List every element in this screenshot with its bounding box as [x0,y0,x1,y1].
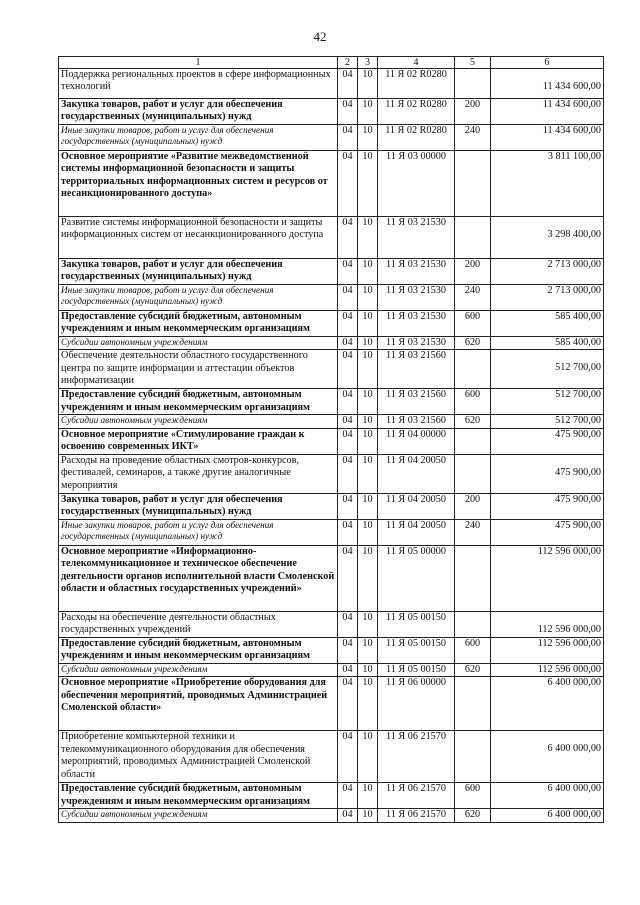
amount-cell: 112 596 000,00 [491,663,604,676]
target-code-cell: 11 Я 03 21530 [378,259,455,285]
subsection-code-cell: 10 [358,151,378,217]
item-name-cell: Основное мероприятие «Развитие межведомственной системы информационной безопасности и защиты территориальных информационных систем и ресурсов от несанкционированного доступа» [59,151,338,217]
section-code-cell: 04 [338,637,358,663]
expense-type-cell: 240 [455,519,491,545]
section-code-cell: 04 [338,783,358,809]
table-row [59,454,604,493]
subsection-code-cell: 10 [358,519,378,545]
budget-table [58,56,604,823]
target-code-cell: 11 Я 05 00150 [378,637,455,663]
expense-type-cell [455,611,491,637]
amount-cell: 585 400,00 [491,311,604,337]
expense-type-cell [455,545,491,611]
target-code-cell: 11 Я 03 21530 [378,337,455,350]
section-code-cell: 04 [338,217,358,259]
target-code-cell: 11 Я 04 20050 [378,519,455,545]
table-row [59,677,604,731]
table-row [59,663,604,676]
amount-cell: 11 434 600,00 [491,125,604,151]
item-name-cell: Субсидии автономным учреждениям [59,663,338,676]
item-name-cell: Основное мероприятие «Информационно-телекоммуникационное и техническое обеспечение деятельности органов исполнительной власти Смоленской области и областных государственных учреждений» [59,545,338,611]
subsection-code-cell: 10 [358,783,378,809]
expense-type-cell: 240 [455,125,491,151]
item-name-cell: Субсидии автономным учреждениям [59,809,338,823]
amount-cell: 475 900,00 [491,519,604,545]
header-cell-1: 1 [59,57,338,69]
table-row [59,611,604,637]
header-row [59,57,604,69]
amount-cell: 3 811 100,00 [491,151,604,217]
table-row [59,350,604,389]
header-cell-3: 3 [358,57,378,69]
item-name-cell: Иные закупки товаров, работ и услуг для обеспечения государственных (муниципальных) нужд [59,519,338,545]
expense-type-cell: 620 [455,337,491,350]
section-code-cell: 04 [338,311,358,337]
header-cell-4: 4 [378,57,455,69]
section-code-cell: 04 [338,809,358,823]
expense-type-cell [455,151,491,217]
amount-cell: 11 434 600,00 [491,99,604,125]
item-name-cell: Предоставление субсидий бюджетным, автономным учреждениям и иным некоммерческим организациям [59,637,338,663]
section-code-cell: 04 [338,454,358,493]
subsection-code-cell: 10 [358,337,378,350]
item-name-cell: Закупка товаров, работ и услуг для обеспечения государственных (муниципальных) нужд [59,493,338,519]
item-name-cell: Обеспечение деятельности областного государственного центра по защите информации и аттестации объектов информатизации [59,350,338,389]
section-code-cell: 04 [338,259,358,285]
item-name-cell: Развитие системы информационной безопасности и защиты информационных систем от несанкционированного доступа [59,217,338,259]
target-code-cell: 11 Я 02 R0280 [378,125,455,151]
amount-cell: 6 400 000,00 [491,783,604,809]
target-code-cell: 11 Я 06 00000 [378,677,455,731]
expense-type-cell: 600 [455,783,491,809]
expense-type-cell [455,350,491,389]
item-name-cell: Предоставление субсидий бюджетным, автономным учреждениям и иным некоммерческим организациям [59,389,338,415]
section-code-cell: 04 [338,545,358,611]
amount-cell: 475 900,00 [491,428,604,454]
expense-type-cell: 200 [455,259,491,285]
table-row [59,69,604,99]
amount-cell: 112 596 000,00 [491,545,604,611]
header-cell-6: 6 [491,57,604,69]
expense-type-cell [455,677,491,731]
table-row [59,125,604,151]
item-name-cell: Расходы на проведение областных смотров-конкурсов, фестивалей, семинаров, а также другие аналогичные мероприятия [59,454,338,493]
amount-cell: 512 700,00 [491,389,604,415]
target-code-cell: 11 Я 02 R0280 [378,99,455,125]
subsection-code-cell: 10 [358,259,378,285]
subsection-code-cell: 10 [358,69,378,99]
expense-type-cell [455,69,491,99]
item-name-cell: Субсидии автономным учреждениям [59,337,338,350]
table-row [59,545,604,611]
target-code-cell: 11 Я 03 21560 [378,415,455,428]
section-code-cell: 04 [338,493,358,519]
section-code-cell: 04 [338,428,358,454]
amount-cell: 512 700,00 [491,415,604,428]
section-code-cell: 04 [338,151,358,217]
target-code-cell: 11 Я 04 20050 [378,493,455,519]
subsection-code-cell: 10 [358,611,378,637]
subsection-code-cell: 10 [358,217,378,259]
subsection-code-cell: 10 [358,493,378,519]
amount-cell: 3 298 400,00 [491,217,604,259]
item-name-cell: Иные закупки товаров, работ и услуг для обеспечения государственных (муниципальных) нужд [59,285,338,311]
section-code-cell: 04 [338,611,358,637]
expense-type-cell: 620 [455,809,491,823]
header-cell-2: 2 [338,57,358,69]
subsection-code-cell: 10 [358,415,378,428]
subsection-code-cell: 10 [358,545,378,611]
target-code-cell: 11 Я 06 21570 [378,809,455,823]
expense-type-cell [455,454,491,493]
target-code-cell: 11 Я 04 20050 [378,454,455,493]
table-row [59,731,604,783]
subsection-code-cell: 10 [358,677,378,731]
section-code-cell: 04 [338,69,358,99]
item-name-cell: Приобретение компьютерной техники и телекоммуникационного оборудования для обеспечения мероприятий, проводимых Администрацией Смоленской области [59,731,338,783]
table-row [59,217,604,259]
expense-type-cell: 620 [455,663,491,676]
subsection-code-cell: 10 [358,454,378,493]
amount-cell: 475 900,00 [491,493,604,519]
expense-type-cell: 200 [455,493,491,519]
amount-cell: 585 400,00 [491,337,604,350]
section-code-cell: 04 [338,350,358,389]
amount-cell: 6 400 000,00 [491,809,604,823]
amount-cell: 112 596 000,00 [491,611,604,637]
table-row [59,285,604,311]
expense-type-cell [455,428,491,454]
target-code-cell: 11 Я 03 21530 [378,285,455,311]
target-code-cell: 11 Я 03 00000 [378,151,455,217]
section-code-cell: 04 [338,731,358,783]
amount-cell: 475 900,00 [491,454,604,493]
table-row [59,519,604,545]
target-code-cell: 11 Я 03 21530 [378,311,455,337]
item-name-cell: Основное мероприятие «Стимулирование граждан к освоению современных ИКТ» [59,428,338,454]
amount-cell: 2 713 000,00 [491,285,604,311]
subsection-code-cell: 10 [358,99,378,125]
target-code-cell: 11 Я 06 21570 [378,783,455,809]
target-code-cell: 11 Я 03 21530 [378,217,455,259]
page-number: 42 [313,29,327,44]
expense-type-cell [455,217,491,259]
subsection-code-cell: 10 [358,285,378,311]
table-row [59,493,604,519]
item-name-cell: Предоставление субсидий бюджетным, автономным учреждениям и иным некоммерческим организациям [59,783,338,809]
expense-type-cell: 600 [455,389,491,415]
target-code-cell: 11 Я 06 21570 [378,731,455,783]
subsection-code-cell: 10 [358,311,378,337]
subsection-code-cell: 10 [358,350,378,389]
item-name-cell: Иные закупки товаров, работ и услуг для обеспечения государственных (муниципальных) нужд [59,125,338,151]
table-row [59,151,604,217]
target-code-cell: 11 Я 05 00150 [378,611,455,637]
table-row [59,99,604,125]
table-row [59,311,604,337]
item-name-cell: Поддержка региональных проектов в сфере информационных технологий [59,69,338,99]
table-row [59,259,604,285]
subsection-code-cell: 10 [358,731,378,783]
table-row [59,428,604,454]
subsection-code-cell: 10 [358,125,378,151]
section-code-cell: 04 [338,99,358,125]
target-code-cell: 11 Я 03 21560 [378,389,455,415]
table-row [59,337,604,350]
amount-cell: 6 400 000,00 [491,731,604,783]
amount-cell: 11 434 600,00 [491,69,604,99]
target-code-cell: 11 Я 03 21560 [378,350,455,389]
expense-type-cell: 600 [455,637,491,663]
subsection-code-cell: 10 [358,637,378,663]
table-row [59,809,604,823]
amount-cell: 6 400 000,00 [491,677,604,731]
table-row [59,637,604,663]
table-row [59,783,604,809]
subsection-code-cell: 10 [358,809,378,823]
target-code-cell: 11 Я 04 00000 [378,428,455,454]
item-name-cell: Основное мероприятие «Приобретение оборудования для обеспечения мероприятий, проводимых Администрацией Смоленской области» [59,677,338,731]
item-name-cell: Предоставление субсидий бюджетным, автономным учреждениям и иным некоммерческим организациям [59,311,338,337]
item-name-cell: Закупка товаров, работ и услуг для обеспечения государственных (муниципальных) нужд [59,99,338,125]
item-name-cell: Закупка товаров, работ и услуг для обеспечения государственных (муниципальных) нужд [59,259,338,285]
expense-type-cell: 200 [455,99,491,125]
amount-cell: 512 700,00 [491,350,604,389]
amount-cell: 2 713 000,00 [491,259,604,285]
section-code-cell: 04 [338,389,358,415]
header-cell-5: 5 [455,57,491,69]
subsection-code-cell: 10 [358,663,378,676]
target-code-cell: 11 Я 05 00000 [378,545,455,611]
section-code-cell: 04 [338,337,358,350]
section-code-cell: 04 [338,663,358,676]
section-code-cell: 04 [338,415,358,428]
subsection-code-cell: 10 [358,428,378,454]
subsection-code-cell: 10 [358,389,378,415]
section-code-cell: 04 [338,285,358,311]
section-code-cell: 04 [338,677,358,731]
table-row [59,415,604,428]
item-name-cell: Расходы на обеспечение деятельности областных государственных учреждений [59,611,338,637]
table-row [59,389,604,415]
expense-type-cell: 240 [455,285,491,311]
expense-type-cell: 620 [455,415,491,428]
target-code-cell: 11 Я 02 R0280 [378,69,455,99]
target-code-cell: 11 Я 05 00150 [378,663,455,676]
section-code-cell: 04 [338,519,358,545]
expense-type-cell [455,731,491,783]
section-code-cell: 04 [338,125,358,151]
amount-cell: 112 596 000,00 [491,637,604,663]
item-name-cell: Субсидии автономным учреждениям [59,415,338,428]
expense-type-cell: 600 [455,311,491,337]
